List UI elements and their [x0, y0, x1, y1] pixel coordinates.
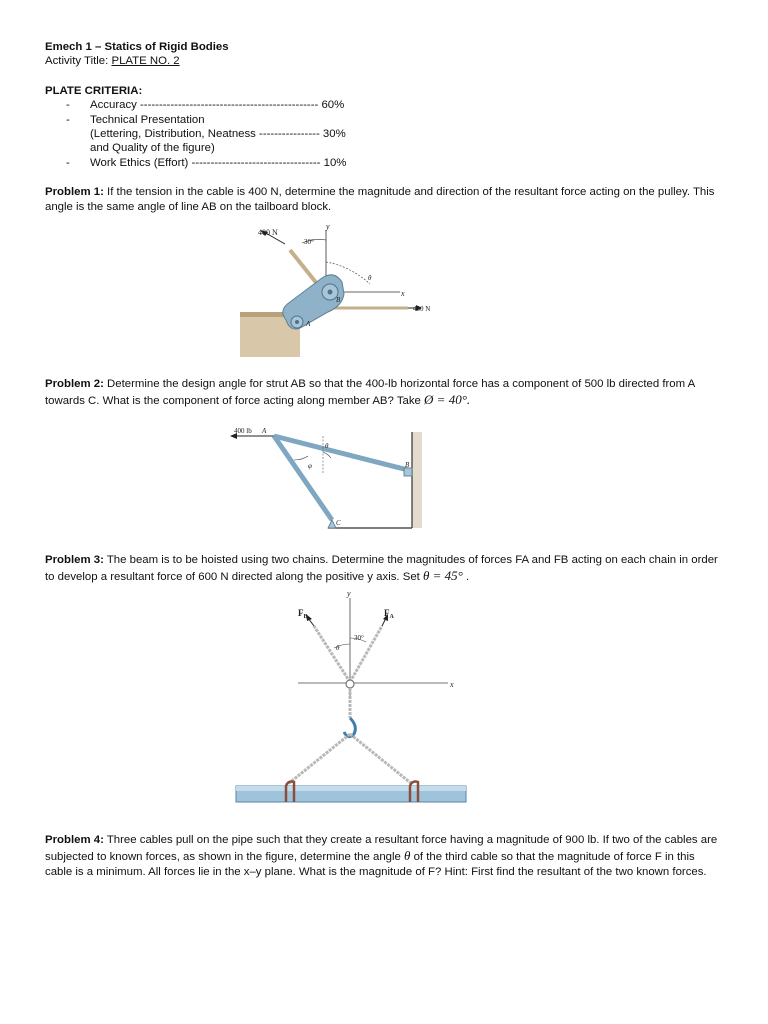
pin-a-center [295, 320, 299, 324]
point-c-label: C [336, 519, 341, 527]
phi-arc [294, 456, 308, 460]
x-axis-label: x [450, 680, 454, 689]
problem-4-angle: θ [404, 848, 411, 863]
point-a-label: A [262, 427, 267, 435]
problem-2-text [45, 377, 725, 409]
support-b [404, 468, 412, 476]
criteria-item-technical-detail: (Lettering, Distribution, Neatness ---------------- 30% [90, 128, 346, 140]
support-c [328, 520, 336, 528]
criteria-heading: PLATE CRITERIA: [45, 85, 143, 97]
problem-3-label: Problem 3: [45, 554, 104, 566]
theta-label: θ [325, 442, 329, 450]
theta-arc [323, 452, 331, 458]
activity-title-line [45, 54, 180, 68]
activity-title: PLATE NO. 2 [111, 55, 180, 67]
problem-2-figure [228, 424, 438, 536]
problem-1-body: If the tension in the cable is 400 N, determine the magnitude and direction of the resultant force acting on the pulley. This angle is the same angle of line AB on the tailboard block. [45, 186, 715, 213]
activity-title-prefix: Activity Title: [45, 55, 112, 67]
x-axis-label: x [401, 289, 405, 298]
problem-4-body-end: of the third cable so that the magnitude of force F in this cable is a minimum. All forces lie in the x–y plane. What is the magnitude of F? Hint: First find the resultant of the two known forces. [45, 851, 707, 878]
criteria-bullet: - [66, 99, 70, 111]
criteria-bullet: - [66, 114, 70, 126]
course-title: Emech 1 – Statics of Rigid Bodies [45, 41, 229, 53]
problem-3-body-end: . [462, 571, 470, 583]
criteria-item-work-ethics: Work Ethics (Effort) ---------------------------------- 10% [90, 157, 347, 169]
phi-label: φ [308, 462, 312, 470]
wall-hatching [412, 432, 422, 528]
y-axis-label: y [347, 589, 351, 598]
force-top-label: 400 N [258, 228, 278, 237]
point-a-label: A [306, 320, 311, 328]
theta-label: θ [336, 644, 340, 652]
criteria-item-technical: Technical Presentation [90, 114, 205, 126]
force-b-label: $F_B$ [298, 608, 308, 620]
force-label: 400 lb [234, 427, 252, 435]
problem-1-text [45, 185, 725, 215]
chain-b-upper [314, 626, 350, 682]
problem-3-body: The beam is to be hoisted using two chains. Determine the magnitudes of forces FA and FB acting on each chain in order to develop a resultant force of 600 N directed along the positive y axis. Set [45, 554, 718, 583]
point-b-label: B [405, 461, 410, 469]
ring [346, 680, 354, 688]
problem-4-label: Problem 4: [45, 834, 104, 846]
theta-label: θ [368, 274, 372, 282]
criteria-item-technical-detail2: and Quality of the figure) [90, 142, 215, 154]
beam-highlight [236, 786, 466, 791]
problem-2-body: Determine the design angle for strut AB so that the 400-lb horizontal force has a component of 500 lb directed from A towards C. What is the component of force acting along member AB? Take [45, 378, 695, 407]
force-a-label: $F_A$ [384, 608, 394, 620]
y-axis-label: y [326, 222, 330, 231]
problem-2-angle: Ø = 40°. [424, 392, 471, 407]
criteria-bullet: - [66, 157, 70, 169]
problem-4-body: Three cables pull on the pipe such that they create a resultant force having a magnitude of 900 lb. If two of the cables are subjected to known forces, as shown in the figure, determine the angle [45, 834, 718, 863]
point-b-label: B [336, 296, 341, 304]
criteria-item-accuracy: Accuracy ----------------------------------------------- 60% [90, 99, 345, 111]
chain-right-lower [350, 734, 412, 784]
problem-1-figure [230, 222, 450, 357]
problem-3-angle: θ = 45° [423, 568, 463, 583]
problem-2-label: Problem 2: [45, 378, 104, 390]
problem-3-text [45, 553, 725, 585]
angle-label: 30° [354, 634, 364, 642]
problem-4-text [45, 833, 725, 880]
force-right-label: 400 N [413, 305, 431, 313]
problem-3-figure [230, 588, 475, 808]
chain-left-lower [288, 734, 350, 784]
pulley-pin [328, 290, 333, 295]
angle-label: 30° [304, 238, 314, 246]
problem-1-label: Problem 1: [45, 186, 104, 198]
